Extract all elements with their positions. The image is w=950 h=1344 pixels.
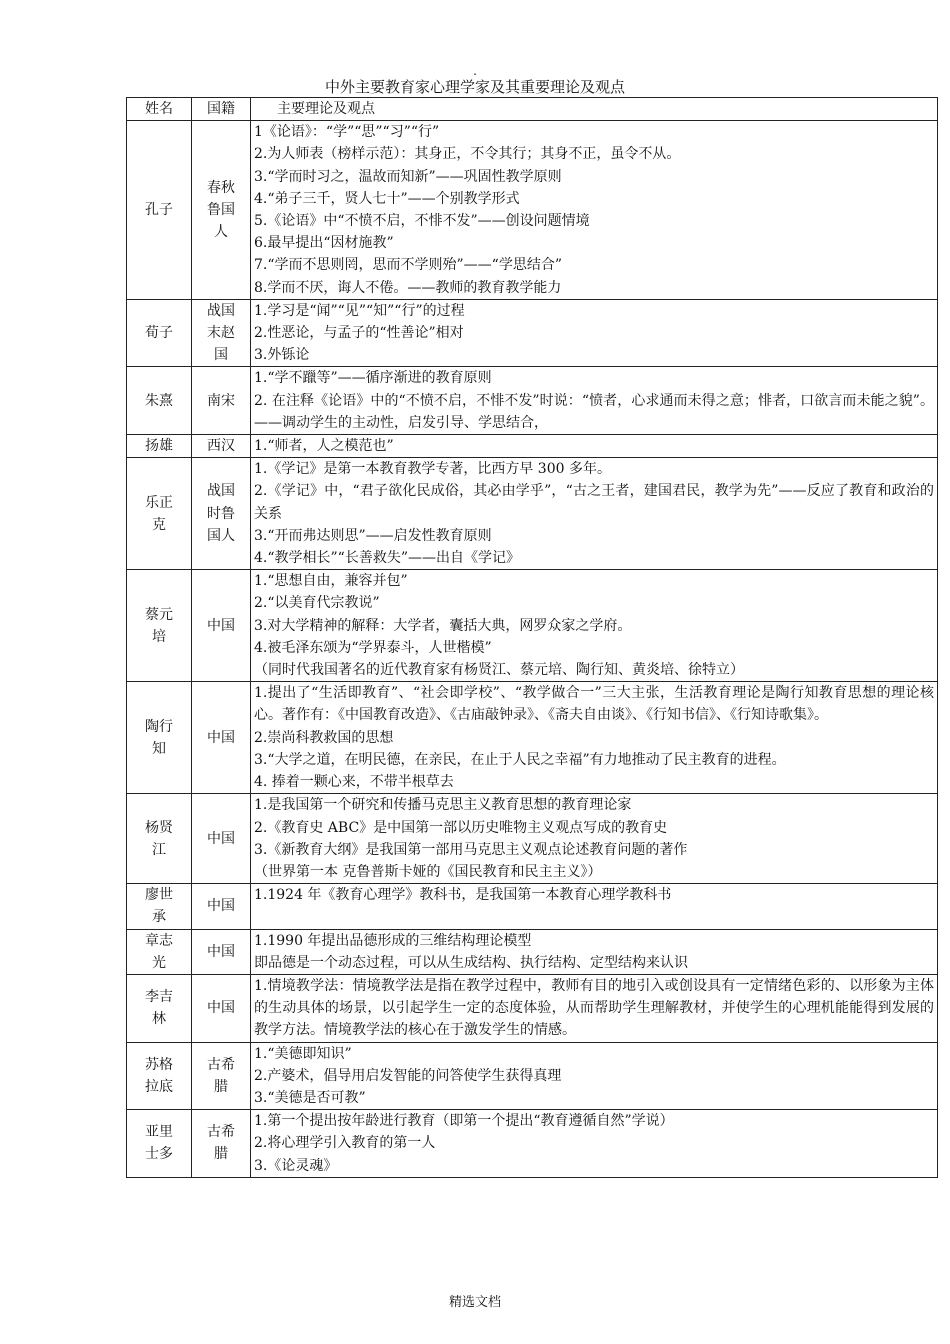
theory-point: 3.《新教育大纲》是我国第一部用马克思主义观点论述教育问题的著作 [254,841,688,858]
theory-point: 1.“师者，人之模范也” [254,438,394,455]
theory-point: 2.为人师表（榜样示范）：其身正，不令其行；其身不正，虽令不从。 [254,146,681,163]
header-name: 姓名 [127,98,192,121]
theory-point: 2.《教育史 ABC》是中国第一部以历史唯物主义观点写成的教育史 [254,819,668,836]
theory-point: 1.“学不躐等”——循序渐进的教育原则 [254,370,492,387]
table-row [127,794,938,884]
theory-point: 2.崇尚科教救国的思想 [254,729,394,746]
page-dot: . [473,64,477,78]
theory-point: 2. 在注释《论语》中的“不愤不启，不悱不发”时说：“愤者，心求通而未得之意；悱者，口欲言而未能之貌”。——调动学生的主动性，启发引导、学思结合， [254,392,934,431]
educator-name: 杨贤江 [127,794,192,884]
theory-point: 3.“大学之道，在明民德，在亲民，在止于人民之幸福”有力地推动了民主教育的进程。 [254,751,786,768]
theory-point: 1.第一个提出按年龄进行教育（即第一个提出“教育遵循自然”学说） [254,1113,674,1130]
theory-point: 1.情境教学法：情境教学法是指在教学过程中，教师有目的地引入或创设具有一定情绪色彩的、以形象为主体的生动具体的场景，以引起学生一定的态度体验，从而帮助学生理解教材，并使学生的心理机能能得到发展的教学方法。情境教学法的核心在于激发学生的情感。 [254,977,934,1039]
theory-point: 2.将心理学引入教育的第一人 [254,1135,436,1152]
theory-point: 1.“美德即知识” [254,1045,352,1062]
table-row [127,570,938,682]
educator-theories [251,458,938,570]
page-title: 中外主要教育家心理学家及其重要理论及观点 [324,78,625,96]
theory-point: （世界第一本 克鲁普斯卡娅的《国民教育和民主主义》） [254,863,602,880]
educator-name: 孔子 [127,121,192,300]
educator-nationality: 南宋 [192,367,251,435]
theory-point: 2.产婆术，倡导用启发智能的问答使学生获得真理 [254,1067,562,1084]
educator-theories [251,367,938,435]
header-nationality: 国籍 [192,98,251,121]
educators-table [126,97,938,1178]
educator-theories [251,929,938,974]
educator-nationality: 中国 [192,884,251,929]
theory-point: 2.“以美育代宗教说” [254,595,380,612]
theory-point: 2.《学记》中，“君子欲化民成俗，其必由学乎”，“古之王者，建国君民，教学为先”——反应了教育和政治的关系 [254,483,934,522]
educator-theories [251,974,938,1042]
table-row [127,974,938,1042]
theory-point: 3.外铄论 [254,347,310,364]
educator-theories [251,794,938,884]
educator-nationality: 中国 [192,682,251,794]
table-row [127,1110,938,1178]
educator-name: 亚里士多 [127,1110,192,1178]
table-row [127,929,938,974]
educator-name: 荀子 [127,299,192,367]
theory-point: 1.提出了“生活即教育”、“社会即学校”、“教学做合一”三大主张，生活教育理论是陶行知教育思想的理论核心。著作有：《中国教育改造》、《古庙敲钟录》、《斋夫自由谈》、《行知书信》、《行知诗歌集》。 [254,685,934,724]
educator-theories [251,682,938,794]
header-theories: 主要理论及观点 [251,98,938,121]
educator-name: 扬雄 [127,435,192,458]
educator-name: 苏格拉底 [127,1042,192,1110]
theory-point: 1.《学记》是第一本教育教学专著，比西方早 300 多年。 [254,461,611,478]
theory-point: 2.性恶论，与孟子的“性善论”相对 [254,325,464,342]
table-row [127,121,938,300]
theory-point: 5.《论语》中“不愤不启，不悱不发”——创设问题情境 [254,213,590,230]
theory-point: 3.《论灵魂》 [254,1157,338,1174]
table-row [127,458,938,570]
theory-point: 3.“学而时习之，温故而知新”——巩固性教学原则 [254,168,562,185]
table-row [127,435,938,458]
educator-nationality: 春秋鲁国人 [192,121,251,300]
educator-name: 朱熹 [127,367,192,435]
theory-point: 4. 捧着一颗心来，不带半根草去 [254,774,454,791]
theory-point: 1.“思想自由，兼容并包” [254,573,408,590]
educator-theories [251,121,938,300]
educator-theories [251,435,938,458]
educator-theories [251,1110,938,1178]
table-row [127,884,938,929]
theory-point: 7.“学而不思则罔，思而不学则殆”——“学思结合” [254,257,562,274]
educator-nationality: 中国 [192,974,251,1042]
educator-nationality: 古希腊 [192,1110,251,1178]
theory-point: 1.1924 年《教育心理学》教科书，是我国第一本教育心理学教科书 [254,887,672,904]
theory-point: 4.“弟子三千，贤人七十”——个别教学形式 [254,190,520,207]
theory-point: 1.1990 年提出品德形成的三维结构理论模型 [254,932,532,949]
educator-theories [251,884,938,929]
table-row [127,1042,938,1110]
table-row [127,682,938,794]
theory-point: 3.“开而弗达则思”——启发性教育原则 [254,527,492,544]
educator-name: 廖世承 [127,884,192,929]
educator-nationality: 古希腊 [192,1042,251,1110]
educator-nationality: 战国末赵国 [192,299,251,367]
page-footer: 精选文档 [448,1295,501,1310]
theory-point: （同时代我国著名的近代教育家有杨贤江、蔡元培、陶行知、黄炎培、徐特立） [254,662,744,679]
table-header-row [127,98,938,121]
theory-point: 1《论语》：“学”“思”“习”“行” [254,124,440,141]
theory-point: 1.是我国第一个研究和传播马克思主义教育思想的教育理论家 [254,797,632,814]
theory-point: 4.“教学相长”“长善救失”——出自《学记》 [254,550,520,567]
educator-nationality: 中国 [192,929,251,974]
educator-name: 乐正克 [127,458,192,570]
theory-point: 即品德是一个动态过程，可以从生成结构、执行结构、定型结构来认识 [254,954,688,971]
educator-nationality: 中国 [192,570,251,682]
educator-name: 蔡元培 [127,570,192,682]
educator-nationality: 西汉 [192,435,251,458]
educator-name: 章志光 [127,929,192,974]
theory-point: 3.对大学精神的解释：大学者，囊括大典，网罗众家之学府。 [254,617,632,634]
educator-theories [251,570,938,682]
table-row [127,299,938,367]
theory-point: 6.最早提出“因材施教” [254,235,394,252]
educator-name: 李吉林 [127,974,192,1042]
theory-point: 1.学习是“闻”“见”“知”“行”的过程 [254,302,465,319]
educator-theories [251,1042,938,1110]
theory-point: 8.学而不厌，诲人不倦。——教师的教育教学能力 [254,279,562,296]
educator-nationality: 中国 [192,794,251,884]
educator-name: 陶行知 [127,682,192,794]
educator-theories [251,299,938,367]
theory-point: 3.“美德是否可教” [254,1089,366,1106]
table-row [127,367,938,435]
theory-point: 4.被毛泽东颂为“学界泰斗，人世楷模” [254,639,492,656]
educator-nationality: 战国时鲁国人 [192,458,251,570]
